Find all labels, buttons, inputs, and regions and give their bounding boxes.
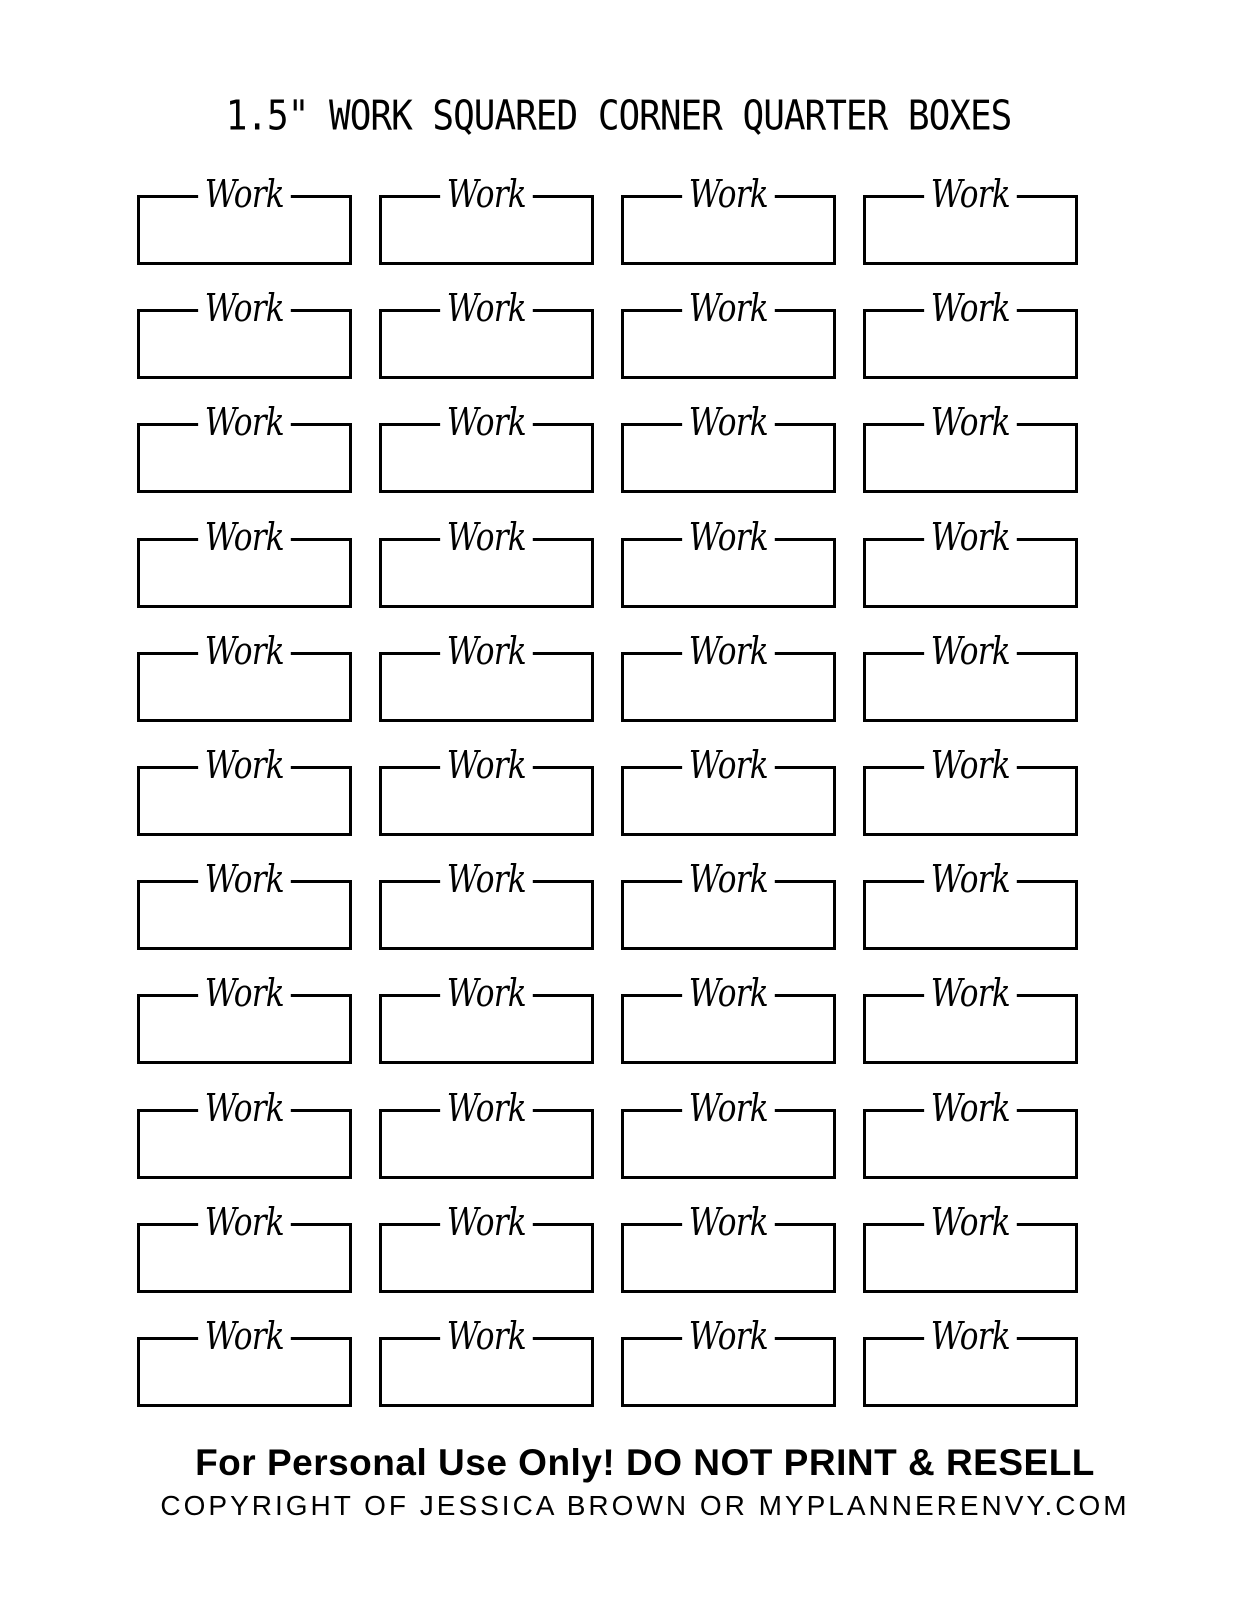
work-sticker (863, 971, 1078, 1061)
sticker-label-text: Work (682, 857, 774, 901)
sticker-label (863, 857, 1078, 909)
sticker-label-text: Work (924, 1086, 1016, 1130)
sticker-label-text: Work (198, 1314, 290, 1358)
sticker-label-text: Work (198, 857, 290, 901)
work-sticker (379, 1314, 594, 1404)
sticker-label-text: Work (682, 400, 774, 444)
sticker-label (379, 971, 594, 1023)
work-sticker (863, 1200, 1078, 1290)
work-sticker (863, 400, 1078, 490)
work-sticker (137, 971, 352, 1061)
work-sticker (137, 857, 352, 947)
work-sticker (137, 515, 352, 605)
sticker-label (863, 743, 1078, 795)
sticker-label (863, 1200, 1078, 1252)
copyright-line: COPYRIGHT OF JESSICA BROWN OR MYPLANNERENVY.COM (160, 1490, 1130, 1521)
work-sticker (621, 515, 836, 605)
sticker-label (379, 1200, 594, 1252)
sticker-label (621, 857, 836, 909)
sticker-label-text: Work (198, 1086, 290, 1130)
sticker-label-text: Work (924, 1200, 1016, 1244)
sticker-label-text: Work (924, 172, 1016, 216)
work-sticker (621, 172, 836, 262)
sticker-label (863, 1314, 1078, 1366)
sticker-label (379, 1086, 594, 1138)
sticker-label-text: Work (440, 1086, 532, 1130)
work-sticker (137, 286, 352, 376)
sticker-label (137, 743, 352, 795)
work-sticker (137, 1086, 352, 1176)
usage-notice: For Personal Use Only! DO NOT PRINT & RESELL (195, 1442, 1095, 1483)
sticker-label (379, 515, 594, 567)
sticker-label-text: Work (682, 743, 774, 787)
sticker-label-text: Work (924, 629, 1016, 673)
work-sticker (137, 172, 352, 262)
sticker-label-text: Work (198, 172, 290, 216)
sticker-label (621, 286, 836, 338)
sticker-label (379, 286, 594, 338)
sticker-label (379, 172, 594, 224)
work-sticker (621, 971, 836, 1061)
work-sticker (621, 400, 836, 490)
sticker-label-text: Work (924, 400, 1016, 444)
work-sticker (379, 971, 594, 1061)
sticker-label (863, 971, 1078, 1023)
sticker-label-text: Work (924, 515, 1016, 559)
work-sticker (621, 629, 836, 719)
work-sticker (379, 515, 594, 605)
work-sticker (863, 172, 1078, 262)
sticker-label (621, 172, 836, 224)
work-sticker (137, 400, 352, 490)
work-sticker (863, 515, 1078, 605)
sticker-label-text: Work (682, 629, 774, 673)
sticker-label (137, 400, 352, 452)
sticker-label-text: Work (682, 1314, 774, 1358)
sticker-label-text: Work (682, 286, 774, 330)
sticker-label (137, 1314, 352, 1366)
work-sticker (621, 743, 836, 833)
sticker-label-text: Work (440, 971, 532, 1015)
sticker-label (621, 971, 836, 1023)
sticker-label (379, 857, 594, 909)
sticker-label (137, 857, 352, 909)
sticker-label-text: Work (440, 515, 532, 559)
sticker-label-text: Work (440, 172, 532, 216)
sticker-label (137, 971, 352, 1023)
sticker-label (137, 629, 352, 681)
sticker-label (621, 515, 836, 567)
work-sticker (379, 857, 594, 947)
sticker-label-text: Work (682, 515, 774, 559)
sticker-label-text: Work (924, 1314, 1016, 1358)
sticker-label (863, 172, 1078, 224)
work-sticker (621, 1200, 836, 1290)
sticker-label (863, 629, 1078, 681)
sticker-label-text: Work (682, 172, 774, 216)
sticker-label-text: Work (682, 1086, 774, 1130)
sticker-label (863, 286, 1078, 338)
sticker-label (863, 400, 1078, 452)
work-sticker (863, 1086, 1078, 1176)
work-sticker (863, 286, 1078, 376)
sticker-label-text: Work (440, 743, 532, 787)
work-sticker (379, 400, 594, 490)
sticker-label-text: Work (924, 743, 1016, 787)
work-sticker (137, 629, 352, 719)
work-sticker (621, 286, 836, 376)
sticker-label-text: Work (924, 971, 1016, 1015)
sticker-label (137, 515, 352, 567)
work-sticker (379, 286, 594, 376)
sticker-label (621, 629, 836, 681)
sticker-label-text: Work (440, 400, 532, 444)
sticker-label-text: Work (440, 1200, 532, 1244)
page-title: 1.5" WORK SQUARED CORNER QUARTER BOXES (225, 92, 1012, 141)
sticker-label-text: Work (198, 629, 290, 673)
sticker-label-text: Work (198, 743, 290, 787)
sticker-label (379, 400, 594, 452)
work-sticker (863, 629, 1078, 719)
work-sticker (621, 1086, 836, 1176)
work-sticker (137, 743, 352, 833)
sticker-label-text: Work (682, 971, 774, 1015)
sticker-label-text: Work (924, 857, 1016, 901)
work-sticker (863, 857, 1078, 947)
work-sticker (379, 1086, 594, 1176)
sticker-label-text: Work (440, 857, 532, 901)
work-sticker (863, 1314, 1078, 1404)
sticker-label (621, 1086, 836, 1138)
sticker-label (137, 1200, 352, 1252)
work-sticker (863, 743, 1078, 833)
sticker-label-text: Work (198, 971, 290, 1015)
sticker-label (621, 743, 836, 795)
work-sticker (137, 1314, 352, 1404)
sticker-label-text: Work (924, 286, 1016, 330)
sticker-label (137, 172, 352, 224)
sticker-label (137, 1086, 352, 1138)
work-sticker (621, 857, 836, 947)
sticker-label-text: Work (198, 400, 290, 444)
sticker-label (863, 515, 1078, 567)
sticker-label-text: Work (198, 1200, 290, 1244)
sticker-label (621, 400, 836, 452)
work-sticker (379, 1200, 594, 1290)
sticker-label-text: Work (440, 1314, 532, 1358)
sticker-label (621, 1200, 836, 1252)
work-sticker (137, 1200, 352, 1290)
work-sticker (379, 629, 594, 719)
sticker-label-text: Work (198, 286, 290, 330)
work-sticker (379, 743, 594, 833)
sticker-label (863, 1086, 1078, 1138)
sticker-label-text: Work (440, 629, 532, 673)
sticker-label (621, 1314, 836, 1366)
work-sticker (379, 172, 594, 262)
sticker-label (379, 743, 594, 795)
sticker-label (137, 286, 352, 338)
sticker-label-text: Work (440, 286, 532, 330)
sticker-label (379, 629, 594, 681)
sticker-label (379, 1314, 594, 1366)
work-sticker (621, 1314, 836, 1404)
sticker-label-text: Work (198, 515, 290, 559)
sticker-label-text: Work (682, 1200, 774, 1244)
